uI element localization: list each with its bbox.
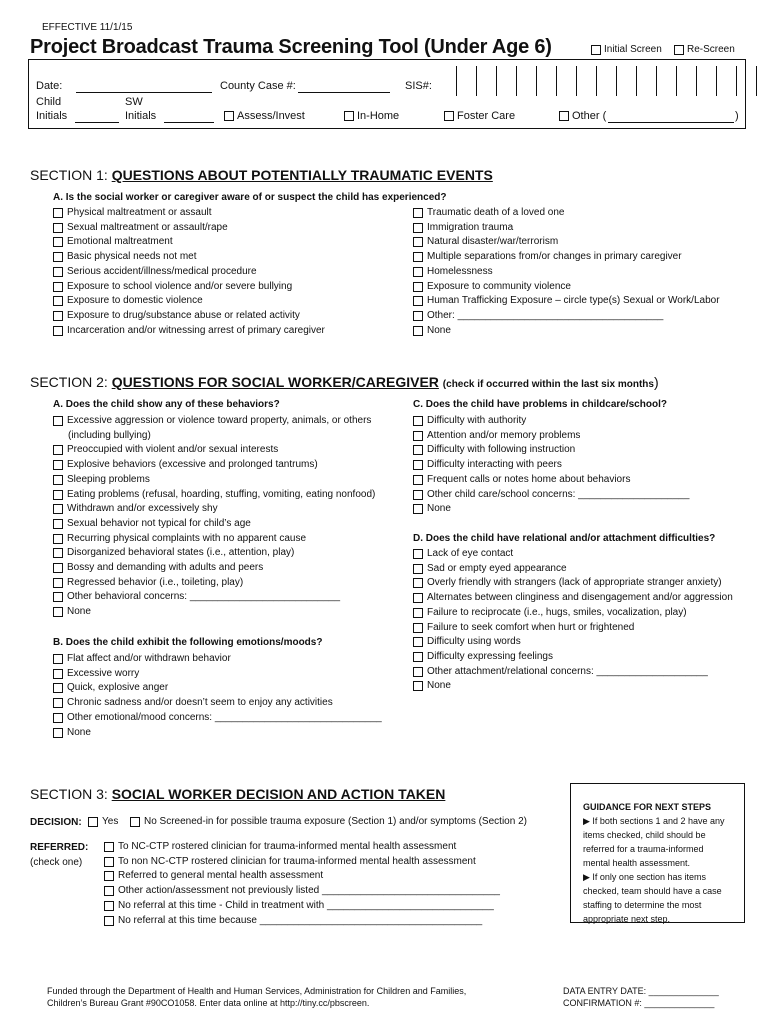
school-problem-label: Difficulty interacting with peers [427, 459, 562, 471]
child-initials-field[interactable] [75, 122, 119, 123]
guidance-step-2: ▶ If only one section has items checked, team should have a case staffing to determine the most appropriate next step. [583, 872, 722, 924]
other-label: Other ( [572, 110, 607, 122]
traumatic-event-checkbox[interactable] [413, 237, 423, 247]
traumatic-event-item[interactable] [413, 235, 720, 250]
traumatic-event-item[interactable] [53, 309, 325, 324]
referral-label: No referral at this time because ________________________________________ [118, 914, 483, 926]
school-problem-label: Attention and/or memory problems [427, 429, 581, 441]
attachment-difficulty-label: None [427, 680, 451, 692]
attachment-difficulty-checkbox[interactable] [413, 608, 423, 618]
section2-question-b: B. Does the child exhibit the following emotions/moods? [53, 637, 323, 648]
school-problem-item[interactable] [413, 414, 689, 429]
school-problem-checkbox[interactable] [413, 416, 423, 426]
traumatic-event-label: Basic physical needs not met [67, 251, 197, 263]
school-problem-checkbox[interactable] [413, 431, 423, 441]
traumatic-event-label: Exposure to drug/substance abuse or related activity [67, 309, 300, 321]
traumatic-event-item[interactable] [53, 280, 325, 295]
section2-note-close: ) [653, 374, 659, 390]
referral-label: Other action/assessment not previously listed ________________________________ [118, 885, 500, 897]
traumatic-event-label: Exposure to school violence and/or severe bullying [67, 280, 293, 292]
attachment-difficulty-label: Difficulty using words [427, 636, 521, 648]
attachment-difficulty-label: Failure to reciprocate (i.e., hugs, smiles, vocalization, play) [427, 606, 687, 618]
section1-prefix: SECTION 1: [30, 167, 112, 183]
assess-invest-checkbox[interactable] [224, 111, 234, 121]
referral-item[interactable] [104, 914, 500, 929]
section2-note: (check if occurred within the last six months [442, 379, 654, 390]
behavior-label: Preoccupied with violent and/or sexual interests [67, 444, 279, 456]
referral-label: No referral at this time - Child in treatment with ______________________________ [118, 899, 494, 911]
traumatic-event-label: Immigration trauma [427, 221, 514, 233]
county-case-label: County Case #: [220, 80, 296, 92]
traumatic-event-item[interactable] [413, 280, 720, 295]
funding-line-1: Funded through the Department of Health and Human Services, Administration for Children and Families, [47, 986, 467, 996]
section2-list-d [413, 547, 733, 694]
school-problem-item[interactable] [413, 443, 689, 458]
traumatic-event-label: Traumatic death of a loved one [427, 207, 565, 218]
assess-invest-option[interactable] [224, 110, 305, 122]
foster-care-checkbox[interactable] [444, 111, 454, 121]
guidance-box [570, 783, 745, 923]
section3-title: SOCIAL WORKER DECISION AND ACTION TAKEN [111, 786, 446, 802]
referral-checkbox[interactable] [104, 857, 114, 867]
section2-question-c: C. Does the child have problems in childcare/school? [413, 399, 667, 410]
traumatic-event-item[interactable] [53, 250, 325, 265]
emotion-item[interactable] [53, 726, 382, 741]
attachment-difficulty-item[interactable] [413, 606, 733, 621]
behavior-label: Other behavioral concerns: ___________________________ [67, 591, 341, 603]
traumatic-event-item[interactable] [413, 309, 720, 324]
emotion-item[interactable] [53, 667, 382, 682]
funding-line-2: Children’s Bureau Grant #90CO1058. Enter data online at http://tiny.cc/pbscreen. [47, 998, 370, 1008]
behavior-label: Eating problems (refusal, hoarding, stuffing, vomiting, eating nonfood) [67, 488, 376, 500]
other-close-paren: ) [735, 110, 739, 122]
emotion-label: None [67, 726, 91, 738]
behavior-item[interactable] [53, 576, 375, 591]
behavior-item[interactable] [53, 443, 375, 458]
assess-invest-label: Assess/Invest [237, 110, 305, 122]
section1-right-list [413, 206, 720, 338]
traumatic-event-label: None [427, 324, 451, 336]
traumatic-event-checkbox[interactable] [413, 223, 423, 233]
emotion-checkbox[interactable] [53, 728, 63, 738]
guidance-title: GUIDANCE FOR NEXT STEPS [583, 802, 712, 812]
behavior-checkbox[interactable] [53, 592, 63, 602]
school-problem-label: None [427, 503, 451, 515]
data-entry-block [563, 985, 719, 1009]
school-problem-item[interactable] [413, 488, 689, 503]
emotion-item[interactable] [53, 681, 382, 696]
traumatic-event-checkbox[interactable] [53, 252, 63, 262]
effective-date: EFFECTIVE 11/1/15 [42, 22, 133, 33]
behavior-label: Disorganized behavioral states (i.e., attention, play) [67, 547, 295, 559]
initial-screen-checkbox[interactable] [591, 45, 601, 55]
attachment-difficulty-label: Alternates between clinginess and disengagement and/or aggression [427, 592, 733, 604]
in-home-checkbox[interactable] [344, 111, 354, 121]
decision-no-option[interactable] [130, 815, 527, 830]
referral-item[interactable] [104, 869, 500, 884]
section1-question-a: A. Is the social worker or caregiver aware of or suspect the child has experienced? [53, 192, 447, 203]
traumatic-event-label: Physical maltreatment or assault [67, 207, 212, 218]
behavior-label: Bossy and demanding with adults and peers [67, 562, 264, 574]
traumatic-event-label: Homelessness [427, 265, 493, 277]
guidance-step-1: ▶ If both sections 1 and 2 have any items checked, child should be referred for a trauma-informed mental health assessment. [583, 816, 725, 868]
traumatic-event-label: Sexual maltreatment or assault/rape [67, 221, 228, 233]
attachment-difficulty-checkbox[interactable] [413, 549, 423, 559]
traumatic-event-item[interactable] [53, 235, 325, 250]
re-screen-checkbox[interactable] [674, 45, 684, 55]
traumatic-event-checkbox[interactable] [53, 296, 63, 306]
traumatic-event-item[interactable] [53, 265, 325, 280]
foster-care-label: Foster Care [457, 110, 516, 122]
behavior-item[interactable] [53, 517, 375, 532]
attachment-difficulty-checkbox[interactable] [413, 681, 423, 691]
behavior-item[interactable] [53, 532, 375, 547]
referral-label: To non NC-CTP rostered clinician for trauma-informed mental health assessment [118, 855, 476, 867]
attachment-difficulty-label: Sad or empty eyed appearance [427, 562, 567, 574]
behavior-label: Sexual behavior not typical for child’s age [67, 517, 251, 529]
traumatic-event-checkbox[interactable] [413, 296, 423, 306]
referral-checkbox[interactable] [104, 886, 114, 896]
school-problem-item[interactable] [413, 502, 689, 517]
section2-title: QUESTIONS FOR SOCIAL WORKER/CAREGIVER [111, 374, 439, 390]
county-case-field[interactable] [298, 92, 390, 93]
attachment-difficulty-checkbox[interactable] [413, 593, 423, 603]
traumatic-event-label: Natural disaster/war/terrorism [427, 236, 559, 248]
section1-title: QUESTIONS ABOUT POTENTIALLY TRAUMATIC EVENTS [111, 167, 493, 183]
attachment-difficulty-item[interactable] [413, 665, 733, 680]
traumatic-event-item[interactable] [413, 221, 720, 236]
emotion-item[interactable] [53, 696, 382, 711]
section2-list-b [53, 652, 382, 740]
other-checkbox[interactable] [559, 111, 569, 121]
behavior-label: Explosive behaviors (excessive and prolonged tantrums) [67, 459, 318, 471]
school-problem-item[interactable] [413, 429, 689, 444]
traumatic-event-checkbox[interactable] [53, 326, 63, 336]
behavior-item[interactable] [53, 590, 375, 605]
behavior-label: Regressed behavior (i.e., toileting, play) [67, 576, 244, 588]
attachment-difficulty-checkbox[interactable] [413, 564, 423, 574]
behavior-label: Recurring physical complaints with no apparent cause [67, 532, 307, 544]
decision-yes-checkbox[interactable] [88, 817, 98, 827]
school-problem-checkbox[interactable] [413, 475, 423, 485]
traumatic-event-checkbox[interactable] [413, 311, 423, 321]
behavior-item[interactable] [53, 473, 375, 488]
decision-no-checkbox[interactable] [130, 817, 140, 827]
attachment-difficulty-label: Overly friendly with strangers (lack of appropriate stranger anxiety) [427, 577, 722, 589]
traumatic-event-item[interactable] [413, 324, 720, 339]
referral-list [104, 840, 500, 928]
behavior-checkbox[interactable] [53, 490, 63, 500]
traumatic-event-checkbox[interactable] [413, 267, 423, 277]
behavior-item[interactable] [53, 458, 375, 473]
traumatic-event-item[interactable] [53, 206, 325, 221]
traumatic-event-label: Human Trafficking Exposure – circle type(s) Sexual or Work/Labor [427, 295, 720, 307]
sw-initials-label: SW Initials [125, 96, 157, 122]
re-screen-label: Re-Screen [687, 44, 735, 55]
emotion-checkbox[interactable] [53, 683, 63, 693]
school-problem-checkbox[interactable] [413, 504, 423, 514]
emotion-checkbox[interactable] [53, 669, 63, 679]
attachment-difficulty-checkbox[interactable] [413, 637, 423, 647]
confirmation-number-field[interactable]: CONFIRMATION #: ______________ [563, 998, 715, 1008]
referral-item[interactable] [104, 855, 500, 870]
referral-label: Referred to general mental health assessment [118, 870, 324, 882]
emotion-item[interactable] [53, 652, 382, 667]
attachment-difficulty-item[interactable] [413, 562, 733, 577]
traumatic-event-label: Exposure to community violence [427, 280, 571, 292]
behavior-checkbox[interactable] [53, 519, 63, 529]
school-problem-item[interactable] [413, 458, 689, 473]
behavior-checkbox[interactable] [53, 475, 63, 485]
decision-no-label: No Screened-in for possible trauma exposure (Section 1) and/or symptoms (Section 2) [144, 816, 527, 827]
attachment-difficulty-item[interactable] [413, 547, 733, 562]
behavior-label: (including bullying) [68, 429, 151, 441]
traumatic-event-checkbox[interactable] [53, 237, 63, 247]
sis-label: SIS#: [405, 80, 432, 92]
emotion-label: Excessive worry [67, 667, 140, 679]
re-screen-option[interactable] [674, 44, 735, 55]
behavior-label: Excessive aggression or violence toward property, animals, or others [67, 415, 372, 426]
behavior-checkbox[interactable] [53, 563, 63, 573]
attachment-difficulty-label: Other attachment/relational concerns: ____________________ [427, 665, 708, 677]
check-one-label: (check one) [30, 857, 83, 868]
child-initials-label: Child Initials [36, 96, 68, 122]
school-problem-item[interactable] [413, 473, 689, 488]
referral-checkbox[interactable] [104, 871, 114, 881]
referral-item[interactable] [104, 899, 500, 914]
school-problem-checkbox[interactable] [413, 445, 423, 455]
other-option[interactable] [559, 110, 606, 122]
in-home-label: In-Home [357, 110, 400, 122]
behavior-checkbox[interactable] [53, 578, 63, 588]
emotion-checkbox[interactable] [53, 698, 63, 708]
traumatic-event-item[interactable] [413, 250, 720, 265]
school-problem-checkbox[interactable] [413, 490, 423, 500]
behavior-label: Withdrawn and/or excessively shy [67, 503, 218, 515]
sw-initials-field[interactable] [164, 122, 214, 123]
section2-prefix: SECTION 2: [30, 374, 112, 390]
emotion-label: Quick, explosive anger [67, 682, 169, 694]
data-entry-date-field[interactable]: DATA ENTRY DATE: ______________ [563, 986, 719, 996]
decision-label: DECISION: [30, 817, 82, 828]
traumatic-event-checkbox[interactable] [413, 252, 423, 262]
traumatic-event-checkbox[interactable] [413, 326, 423, 336]
date-label: Date: [36, 80, 63, 92]
referred-label: REFERRED: [30, 842, 89, 853]
attachment-difficulty-checkbox[interactable] [413, 667, 423, 677]
traumatic-event-checkbox[interactable] [53, 223, 63, 233]
attachment-difficulty-label: Failure to seek comfort when hurt or frightened [427, 621, 635, 633]
traumatic-event-checkbox[interactable] [53, 282, 63, 292]
emotion-item[interactable] [53, 711, 382, 726]
attachment-difficulty-item[interactable] [413, 576, 733, 591]
traumatic-event-label: Exposure to domestic violence [67, 295, 203, 307]
section2-question-d: D. Does the child have relational and/or attachment difficulties? [413, 533, 716, 544]
traumatic-event-item[interactable] [413, 206, 720, 221]
school-problem-label: Difficulty with following instruction [427, 444, 576, 456]
behavior-checkbox[interactable] [53, 460, 63, 470]
behavior-checkbox[interactable] [53, 504, 63, 514]
behavior-checkbox[interactable] [53, 607, 63, 617]
traumatic-event-label: Incarceration and/or witnessing arrest of primary caregiver [67, 324, 325, 336]
other-field[interactable] [608, 122, 734, 123]
behavior-item[interactable] [53, 546, 375, 561]
traumatic-event-label: Multiple separations from/or changes in primary caregiver [427, 251, 682, 263]
school-problem-label: Frequent calls or notes home about behaviors [427, 473, 631, 485]
referral-checkbox[interactable] [104, 842, 114, 852]
attachment-difficulty-item[interactable] [413, 679, 733, 694]
attachment-difficulty-label: Difficulty expressing feelings [427, 650, 553, 662]
school-problem-label: Other child care/school concerns: ____________________ [427, 488, 690, 500]
traumatic-event-label: Serious accident/illness/medical procedure [67, 265, 257, 277]
school-problem-label: Difficulty with authority [427, 415, 527, 426]
initial-screen-option[interactable] [591, 44, 662, 55]
traumatic-event-item[interactable] [53, 324, 325, 339]
sis-field[interactable] [456, 66, 757, 96]
emotion-label: Other emotional/mood concerns: ______________________________ [67, 711, 382, 723]
traumatic-event-item[interactable] [53, 221, 325, 236]
section2-question-a: A. Does the child show any of these behaviors? [53, 399, 280, 410]
traumatic-event-label: Emotional maltreatment [67, 236, 173, 248]
emotion-label: Chronic sadness and/or doesn’t seem to enjoy any activities [67, 697, 333, 709]
section2-list-c [413, 414, 689, 517]
behavior-checkbox[interactable] [53, 416, 63, 426]
attachment-difficulty-checkbox[interactable] [413, 578, 423, 588]
behavior-item[interactable] [53, 488, 375, 503]
section1-heading [30, 167, 493, 183]
behavior-checkbox[interactable] [53, 445, 63, 455]
behavior-item[interactable] [53, 414, 375, 429]
emotion-checkbox[interactable] [53, 654, 63, 664]
referral-item[interactable] [104, 840, 500, 855]
behavior-label: None [67, 606, 91, 618]
traumatic-event-checkbox[interactable] [53, 267, 63, 277]
referral-checkbox[interactable] [104, 901, 114, 911]
traumatic-event-checkbox[interactable] [53, 208, 63, 218]
in-home-option[interactable] [344, 110, 399, 122]
attachment-difficulty-label: Lack of eye contact [427, 548, 514, 559]
referral-label: To NC-CTP rostered clinician for trauma-informed mental health assessment [118, 841, 457, 852]
referral-item[interactable] [104, 884, 500, 899]
traumatic-event-label: Other: _____________________________________ [427, 309, 664, 321]
traumatic-event-checkbox[interactable] [413, 282, 423, 292]
traumatic-event-checkbox[interactable] [413, 208, 423, 218]
school-problem-checkbox[interactable] [413, 460, 423, 470]
traumatic-event-checkbox[interactable] [53, 311, 63, 321]
traumatic-event-item[interactable] [53, 294, 325, 309]
section2-heading [30, 374, 659, 390]
behavior-item[interactable] [53, 605, 375, 620]
section2-list-a [53, 414, 375, 620]
emotion-checkbox[interactable] [53, 713, 63, 723]
section3-heading [30, 786, 445, 802]
decision-yes-label: Yes [102, 816, 119, 827]
traumatic-event-item[interactable] [413, 265, 720, 280]
section1-left-list [53, 206, 325, 338]
funding-note [47, 985, 466, 1009]
attachment-difficulty-item[interactable] [413, 621, 733, 636]
emotion-label: Flat affect and/or withdrawn behavior [67, 653, 231, 664]
page-title: Project Broadcast Trauma Screening Tool (Under Age 6) [30, 36, 552, 58]
behavior-checkbox[interactable] [53, 548, 63, 558]
initial-screen-label: Initial Screen [604, 44, 662, 55]
behavior-label: Sleeping problems [67, 473, 150, 485]
attachment-difficulty-item[interactable] [413, 591, 733, 606]
attachment-difficulty-item[interactable] [413, 635, 733, 650]
section3-prefix: SECTION 3: [30, 786, 112, 802]
decision-yes-option[interactable] [88, 815, 118, 830]
referral-checkbox[interactable] [104, 916, 114, 926]
attachment-difficulty-checkbox[interactable] [413, 623, 423, 633]
date-field[interactable] [76, 92, 212, 93]
behavior-item [53, 429, 375, 444]
attachment-difficulty-checkbox[interactable] [413, 652, 423, 662]
behavior-item[interactable] [53, 561, 375, 576]
traumatic-event-item[interactable] [413, 294, 720, 309]
behavior-item[interactable] [53, 502, 375, 517]
foster-care-option[interactable] [444, 110, 515, 122]
behavior-checkbox[interactable] [53, 534, 63, 544]
attachment-difficulty-item[interactable] [413, 650, 733, 665]
